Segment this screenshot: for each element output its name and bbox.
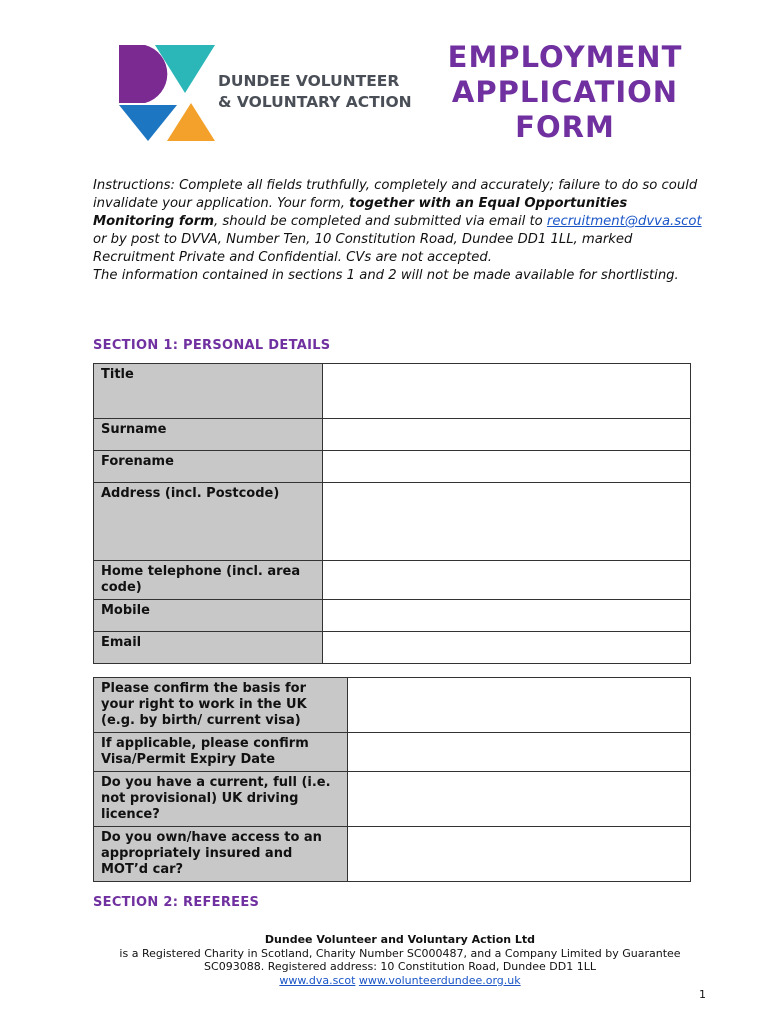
forename-field[interactable] xyxy=(322,451,690,483)
instructions-text-b: , should be completed and submitted via email to xyxy=(213,214,547,229)
title-line-2: APPLICATION xyxy=(451,75,679,109)
instructions-text-c: or by post to DVVA, Number Ten, 10 Constitution Road, Dundee DD1 1LL, marked Recruitment Private and Confidential. CVs are not accepted. xyxy=(93,232,633,265)
surname-field[interactable] xyxy=(322,419,690,451)
visa-expiry-field[interactable] xyxy=(347,733,690,772)
table-row xyxy=(94,772,691,827)
title-field[interactable] xyxy=(322,364,690,419)
driving-licence-label: Do you have a current, full (i.e. not provisional) UK driving licence? xyxy=(94,772,348,827)
car-access-field[interactable] xyxy=(347,827,690,882)
surname-label: Surname xyxy=(94,419,323,451)
table-row xyxy=(94,632,691,664)
instructions-text-a: Instructions: Complete all fields truthfully, completely and accurately; failure to do so could invalidate your application. Your form, xyxy=(93,178,698,211)
right-to-work-field[interactable] xyxy=(347,678,690,733)
logo-d-shape xyxy=(119,45,167,103)
forename-label: Forename xyxy=(94,451,323,483)
personal-details-table xyxy=(93,363,691,664)
logo-wordmark xyxy=(218,71,412,113)
title-line-3: FORM xyxy=(515,110,615,144)
table-row xyxy=(94,600,691,632)
section-1-heading: SECTION 1: PERSONAL DETAILS xyxy=(93,338,331,353)
logo-line-2: & VOLUNTARY ACTION xyxy=(218,93,412,111)
email-field[interactable] xyxy=(322,632,690,664)
table-row xyxy=(94,451,691,483)
table-row xyxy=(94,419,691,451)
instructions xyxy=(93,177,713,285)
footer-link-volunteerdundee[interactable]: www.volunteerdundee.org.uk xyxy=(358,973,521,987)
right-to-work-example: (e.g. by birth/ current visa) xyxy=(101,713,301,728)
right-to-work-text: Please confirm the basis for your right to work in the UK xyxy=(101,681,307,712)
table-row xyxy=(94,827,691,882)
address-field[interactable] xyxy=(322,483,690,561)
title-line-1: EMPLOYMENT xyxy=(447,40,683,74)
home-telephone-field[interactable] xyxy=(322,561,690,600)
logo-orange-triangle xyxy=(167,103,215,141)
eligibility-table xyxy=(93,677,691,882)
instructions-bold: together with an Equal Opportunities Monitoring form xyxy=(93,196,628,229)
footer-charity-line: is a Registered Charity in Scotland, Charity Number SC000487, and a Company Limited by Guarantee xyxy=(119,946,681,960)
driving-licence-field[interactable] xyxy=(347,772,690,827)
mobile-label: Mobile xyxy=(94,600,323,632)
footer-address-line: SC093088. Registered address: 10 Constitution Road, Dundee DD1 1LL xyxy=(204,960,596,973)
mobile-field[interactable] xyxy=(322,600,690,632)
table-row xyxy=(94,678,691,733)
page-footer xyxy=(80,933,720,987)
instructions-note: The information contained in sections 1 and 2 will not be made available for shortlisting. xyxy=(93,268,679,283)
section-2-heading: SECTION 2: REFEREES xyxy=(93,895,260,910)
email-label: Email xyxy=(94,632,323,664)
table-row xyxy=(94,561,691,600)
visa-expiry-label: If applicable, please confirm Visa/Permit Expiry Date xyxy=(94,733,348,772)
logo-line-1: DUNDEE VOLUNTEER xyxy=(218,72,400,90)
recruitment-email-link[interactable]: recruitment@dvva.scot xyxy=(546,214,702,229)
address-label: Address (incl. Postcode) xyxy=(94,483,323,561)
table-row xyxy=(94,483,691,561)
footer-links xyxy=(80,974,720,988)
footer-org-name: Dundee Volunteer and Voluntary Action Ltd xyxy=(264,933,536,946)
home-telephone-label: Home telephone (incl. area code) xyxy=(94,561,323,600)
form-title xyxy=(425,40,705,145)
table-row xyxy=(94,733,691,772)
title-label: Title xyxy=(94,364,323,419)
logo-blue-triangle xyxy=(119,105,177,141)
right-to-work-label xyxy=(94,678,348,733)
car-access-label: Do you own/have access to an appropriately insured and MOT’d car? xyxy=(94,827,348,882)
footer-link-dva[interactable]: www.dva.scot xyxy=(279,973,356,987)
page-number: 1 xyxy=(699,988,706,1001)
table-row xyxy=(94,364,691,419)
